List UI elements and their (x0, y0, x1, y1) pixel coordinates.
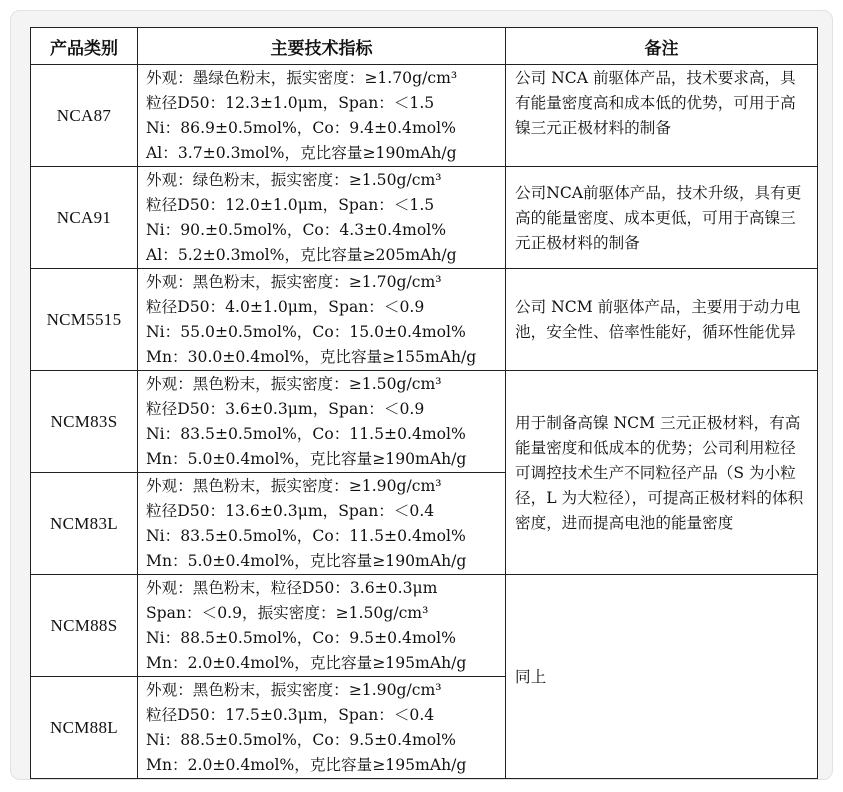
product-category: NCM88S (31, 575, 138, 677)
spec-line: 粒径D50：12.0±1.0μm，Span：＜1.5 (146, 196, 435, 214)
spec-line: Al：3.7±0.3mol%，克比容量≥190mAh/g (146, 144, 457, 162)
spec-line: Ni：90.±0.5mol%，Co：4.3±0.4mol% (146, 221, 447, 239)
spec-line: Al：5.2±0.3mol%，克比容量≥205mAh/g (146, 246, 457, 264)
spec-cell (138, 473, 506, 575)
table-row (31, 575, 818, 677)
spec-line: 外观：黑色粉末，振实密度：≥1.50g/cm³ (146, 375, 442, 393)
header-category: 产品类别 (31, 28, 138, 65)
spec-line: 粒径D50：12.3±1.0μm，Span：＜1.5 (146, 94, 435, 112)
spec-line: Span：＜0.9，振实密度：≥1.50g/cm³ (146, 604, 429, 622)
spec-line: 外观：黑色粉末，振实密度：≥1.90g/cm³ (146, 681, 442, 699)
note-cell: 用于制备高镍 NCM 三元正极材料，有高能量密度和低成本的优势；公司利用粒径可调控技术生产不同粒径产品（S 为小粒径，L 为大粒径），可提高正极材料的体积密度，进而提高电池的能量密度 (506, 371, 818, 575)
note-cell: 公司NCA前驱体产品，技术升级，具有更高的能量密度、成本更低，可用于高镍三元正极材料的制备 (506, 167, 818, 269)
product-category: NCM88L (31, 677, 138, 779)
spec-line: Ni：86.9±0.5mol%，Co：9.4±0.4mol% (146, 119, 456, 137)
spec-line: 粒径D50：17.5±0.3μm，Span：＜0.4 (146, 706, 435, 724)
spec-line: Mn：5.0±0.4mol%，克比容量≥190mAh/g (146, 552, 467, 570)
product-category: NCM5515 (31, 269, 138, 371)
note-cell: 公司 NCM 前驱体产品，主要用于动力电池，安全性、倍率性能好，循环性能优异 (506, 269, 818, 371)
spec-line: 粒径D50：4.0±1.0μm，Span：＜0.9 (146, 298, 425, 316)
note-cell: 公司 NCA 前驱体产品，技术要求高，具有能量密度高和成本低的优势，可用于高镍三元正极材料的制备 (506, 65, 818, 167)
spec-line: 粒径D50：3.6±0.3μm，Span：＜0.9 (146, 400, 425, 418)
table-row (31, 269, 818, 371)
table-header-row (31, 28, 818, 65)
table-row (31, 65, 818, 167)
spec-line: Mn：2.0±0.4mol%，克比容量≥195mAh/g (146, 654, 467, 672)
spec-line: Ni：83.5±0.5mol%，Co：11.5±0.4mol% (146, 425, 466, 443)
note-cell: 同上 (506, 575, 818, 779)
product-category: NCA91 (31, 167, 138, 269)
spec-line: 外观：墨绿色粉末，振实密度：≥1.70g/cm³ (146, 69, 458, 87)
spec-cell (138, 167, 506, 269)
spec-cell (138, 371, 506, 473)
header-spec: 主要技术指标 (138, 28, 506, 65)
header-note: 备注 (506, 28, 818, 65)
spec-line: Mn：5.0±0.4mol%，克比容量≥190mAh/g (146, 450, 467, 468)
spec-line: 外观：黑色粉末，粒径D50：3.6±0.3μm (146, 579, 438, 597)
spec-line: Ni：88.5±0.5mol%，Co：9.5±0.4mol% (146, 731, 456, 749)
spec-cell (138, 677, 506, 779)
spec-line: Mn：30.0±0.4mol%，克比容量≥155mAh/g (146, 348, 477, 366)
spec-cell (138, 269, 506, 371)
table-row (31, 167, 818, 269)
spec-line: Ni：88.5±0.5mol%，Co：9.5±0.4mol% (146, 629, 456, 647)
spec-cell (138, 65, 506, 167)
spec-line: 外观：黑色粉末，振实密度：≥1.90g/cm³ (146, 477, 442, 495)
product-spec-table (30, 27, 818, 779)
spec-line: Ni：55.0±0.5mol%，Co：15.0±0.4mol% (146, 323, 466, 341)
product-category: NCM83L (31, 473, 138, 575)
product-category: NCA87 (31, 65, 138, 167)
spec-line: 外观：黑色粉末，振实密度：≥1.70g/cm³ (146, 273, 442, 291)
product-category: NCM83S (31, 371, 138, 473)
table-row (31, 371, 818, 473)
spec-line: Ni：83.5±0.5mol%，Co：11.5±0.4mol% (146, 527, 466, 545)
spec-line: 粒径D50：13.6±0.3μm，Span：＜0.4 (146, 502, 435, 520)
spec-line: Mn：2.0±0.4mol%，克比容量≥195mAh/g (146, 756, 467, 774)
spec-line: 外观：绿色粉末，振实密度：≥1.50g/cm³ (146, 171, 442, 189)
spec-cell (138, 575, 506, 677)
